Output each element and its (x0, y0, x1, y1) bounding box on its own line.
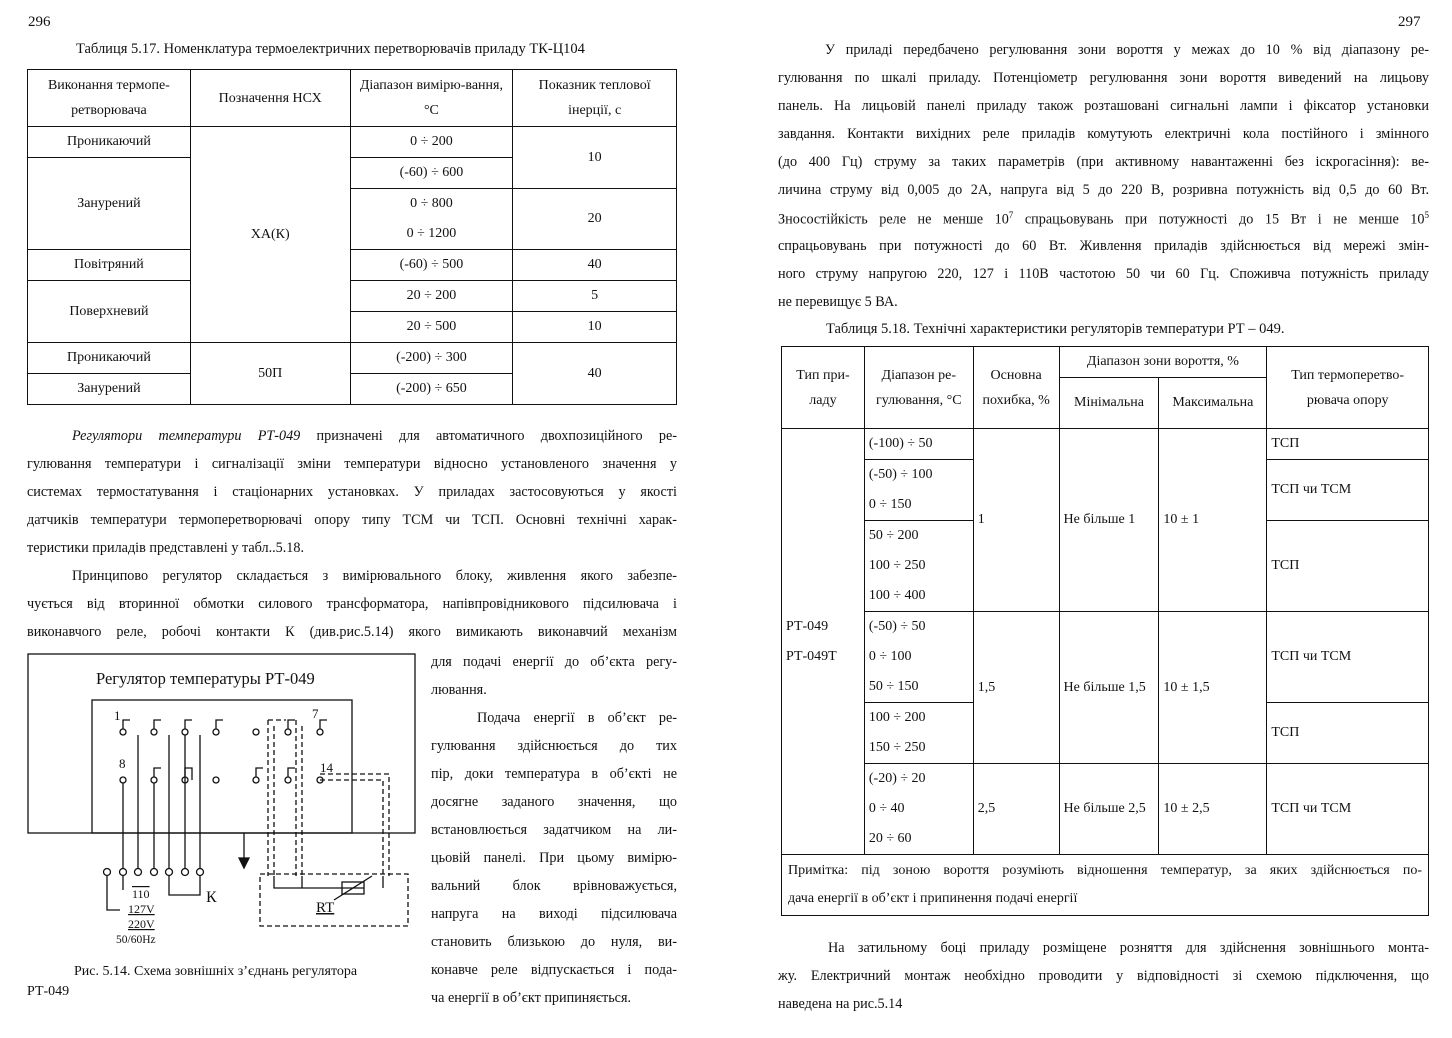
diagram-title: Регулятор температуры РТ-049 (96, 669, 315, 688)
table-cell: 0 ÷ 150 (864, 490, 973, 521)
table-cell: 1,5 (973, 612, 1059, 764)
table-cell: 10 (513, 127, 677, 189)
table-cell: (-200) ÷ 300 (350, 343, 513, 374)
table-cell: ТСП (1267, 521, 1429, 612)
paragraph-line: жу. Електричний монтаж необхідно проводити у відповідності зі схемою підключення, що (778, 968, 1429, 984)
table-cell: ХА(К) (190, 127, 350, 343)
table-row (782, 429, 1429, 460)
table-cell: 100 ÷ 400 (864, 581, 973, 612)
paragraph-line: гулювання температури і сигналізації зміни температури відносно установленого значення у (27, 456, 677, 472)
table-cell: Поверхневий (28, 281, 191, 343)
terminal-label-8: 8 (119, 756, 126, 771)
page-number-right: 297 (1398, 14, 1421, 30)
contact-label-k: К (206, 889, 217, 906)
table-row (782, 612, 1429, 643)
table-header-row (28, 70, 677, 127)
paragraph-line: чується від вторинної обмотки силового трансформатора, напівпровідникового підсилювача і (27, 596, 677, 612)
header-cell: Мінімальна (1059, 378, 1159, 429)
paragraph-line (72, 428, 677, 445)
table-row (28, 281, 677, 312)
paragraph-line: спрацьовувань при потужності до 60 Вт. Живлення приладів здійснюється від мережі змін- (778, 238, 1429, 254)
paragraph-line: панель. На лицьовій панелі приладу також розташовані сигнальні лампи і фіксатор установки (778, 98, 1429, 114)
table-cell: (-60) ÷ 600 (350, 158, 513, 189)
paragraph-line: виконавчого реле, робочі контакти К (див.рис.5.14) якого вимикають виконавчий механізм (27, 624, 677, 640)
table-cell: 2,5 (973, 764, 1059, 855)
table-cell: (-60) ÷ 500 (350, 250, 513, 281)
paragraph-line: цьовій панелі. При цьому вимірю- (431, 850, 677, 866)
text-span: спрацьовувань при потужності до 15 Вт і не менше 10 (1013, 211, 1425, 228)
table-cell: 50 ÷ 200 (864, 521, 973, 552)
table-cell: Проникаючий (28, 127, 191, 158)
table-note-row (782, 855, 1429, 916)
table-cell: Не більше 1 (1059, 429, 1159, 612)
sensor-label-rt: RT (316, 900, 335, 916)
paragraph-line: гулювання здійснюється до тих (431, 738, 677, 754)
page-number-left: 296 (28, 14, 51, 30)
superscript: 5 (1424, 210, 1429, 220)
table-cell: 20 ÷ 200 (350, 281, 513, 312)
table-cell: 20 (513, 189, 677, 250)
superscript: 7 (1008, 210, 1014, 220)
table-cell: 5 (513, 281, 677, 312)
table-cell: Занурений (28, 158, 191, 250)
table-5-17 (27, 69, 677, 405)
table-cell: 40 (513, 250, 677, 281)
paragraph-line: На затильному боці приладу розміщене розняття для здійснення зовнішнього монта- (828, 940, 1429, 956)
header-cell: Виконання термопе-ретворювача (28, 70, 191, 127)
table-cell: ТСП (1267, 429, 1429, 460)
paragraph-line (778, 210, 1429, 229)
paragraph-line: становить близькою до нуля, ви- (431, 934, 677, 950)
header-cell: Позначення НСХ (190, 70, 350, 127)
table-cell: 40 (513, 343, 677, 405)
paragraph-line: досягне заданого значення, що (431, 794, 677, 810)
table-cell: 20 ÷ 500 (350, 312, 513, 343)
terminal-label-7: 7 (312, 706, 319, 721)
text-span: Зносостійкість реле не менше 10 (778, 211, 1009, 228)
paragraph-line: ного струму напругою 220, 127 і 110В частотою 50 чи 60 Гц. Споживча потужність приладу (778, 266, 1429, 282)
table-cell: 10 (513, 312, 677, 343)
table-5-18-caption: Таблиця 5.18. Технічні характеристики регуляторів температури РТ – 049. (826, 321, 1285, 337)
header-cell: Основна похибка, % (973, 347, 1059, 429)
table-cell: (-100) ÷ 50 (864, 429, 973, 460)
terminal-label-1: 1 (114, 708, 121, 723)
table-cell: 1 (973, 429, 1059, 612)
table-cell: 0 ÷ 40 (864, 794, 973, 824)
table-cell: (-200) ÷ 650 (350, 374, 513, 405)
paragraph-line: конавче реле відпускається і пода- (431, 962, 677, 978)
table-cell: 0 ÷ 800 (350, 189, 513, 220)
table-cell: (-50) ÷ 50 (864, 612, 973, 643)
header-cell: Тип при-ладу (782, 347, 865, 429)
table-cell: ТСП чи ТСМ (1267, 460, 1429, 521)
table-row (782, 764, 1429, 795)
paragraph-line: завдання. Контакти вихідних реле приладів комутують електричні кола постійного і змінного (778, 126, 1429, 142)
paragraph-line: вальний блок врівноважується, (431, 878, 677, 894)
table-cell: 0 ÷ 1200 (350, 219, 513, 250)
paragraph-line: датчиків температури термоперетворювачі опору типу ТСМ чи ТСП. Основні технічні харак- (27, 512, 677, 528)
table-cell: 10 ± 1 (1159, 429, 1267, 612)
frequency-label: 50/60Hz (116, 934, 156, 946)
table-cell: 0 ÷ 100 (864, 642, 973, 672)
table-cell: 0 ÷ 200 (350, 127, 513, 158)
table-cell: 10 ± 2,5 (1159, 764, 1267, 855)
voltage-110: 110 (132, 887, 150, 901)
table-cell: Занурений (28, 374, 191, 405)
voltage-220: 220V (128, 917, 155, 931)
table-cell: 20 ÷ 60 (864, 824, 973, 855)
table-note (782, 855, 1429, 916)
paragraph-line: теристики приладів представлені у табл..5.18. (27, 540, 305, 556)
wiring-diagram (24, 650, 424, 960)
paragraph-line: встановлюється задатчиком на ли- (431, 822, 677, 838)
text-span: призначені для автоматичного двохпозиційного ре- (300, 428, 677, 444)
device-name: РТ-049 (786, 618, 829, 634)
header-cell: Тип термоперетво-рювача опору (1267, 347, 1429, 429)
table-row (28, 250, 677, 281)
paragraph-line: наведена на рис.5.14 (778, 996, 903, 1012)
table-5-17-caption: Таблиця 5.17. Номенклатура термоелектричних перетворювачів приладу ТК-Ц104 (76, 41, 585, 57)
note-line: дача енергії в об’єкт і припинення подачі енергії (788, 891, 1078, 906)
note-line: Примітка: під зоною вороття розуміють відношення температур, за яких здійснюється по- (788, 863, 1422, 878)
table-row (28, 343, 677, 374)
table-row (28, 127, 677, 158)
table-cell: 150 ÷ 250 (864, 733, 973, 764)
table-cell: (-50) ÷ 100 (864, 460, 973, 491)
paragraph-line: (до 400 Гц) струму за таких параметрів (при активному навантаженні без іскрогасіння): ве- (778, 154, 1429, 170)
table-cell: 100 ÷ 250 (864, 551, 973, 581)
header-cell: Діапазон ре-гулювання, °С (864, 347, 973, 429)
table-cell: ТСП (1267, 703, 1429, 764)
paragraph-line: напруга на виході підсилювача (431, 906, 677, 922)
table-cell: Проникаючий (28, 343, 191, 374)
table-cell: 50 ÷ 150 (864, 672, 973, 703)
table-cell: 10 ± 1,5 (1159, 612, 1267, 764)
paragraph-line: не перевищує 5 ВА. (778, 294, 898, 310)
table-cell: ТСП чи ТСМ (1267, 764, 1429, 855)
italic-term: Регулятори температури РТ-049 (72, 428, 301, 444)
device-name: РТ-049Т (786, 648, 837, 664)
paragraph-line: У приладі передбачено регулювання зони вороття у межах до 10 % від діапазону ре- (825, 42, 1429, 58)
table-cell: Не більше 2,5 (1059, 764, 1159, 855)
header-cell: Максимальна (1159, 378, 1267, 429)
paragraph-line: личина струму від 0,005 до 2А, напруга від 5 до 220 В, розривна потужність від 0,5 до 60 Вт. (778, 182, 1429, 198)
paragraph-line: системах термостатування і стаціонарних установках. У приладах застосовуються у якості (27, 484, 677, 500)
header-cell: Діапазон вимірю-вання, °С (350, 70, 513, 127)
paragraph-line: для подачі енергії до об’єкта регу- (431, 654, 677, 670)
table-header-row (782, 347, 1429, 378)
header-cell: Показник теплової інерції, с (513, 70, 677, 127)
table-cell: 100 ÷ 200 (864, 703, 973, 734)
paragraph-line: Принципово регулятор складається з вимірювального блоку, живлення якого забезпе- (72, 568, 677, 584)
device-cell (782, 429, 865, 855)
paragraph-line: ча енергії в об’єкт припиняється. (431, 990, 632, 1006)
header-cell: Діапазон зони вороття, % (1059, 347, 1267, 378)
table-cell: 50П (190, 343, 350, 405)
table-cell: Повітряний (28, 250, 191, 281)
figure-caption-cont: РТ-049 (27, 984, 70, 999)
terminal-label-14: 14 (320, 760, 333, 775)
figure-caption: Рис. 5.14. Схема зовнішніх з’єднань регулятора (74, 964, 358, 979)
voltage-127: 127V (128, 902, 155, 916)
table-cell: ТСП чи ТСМ (1267, 612, 1429, 703)
table-5-18 (781, 346, 1429, 916)
table-cell: (-20) ÷ 20 (864, 764, 973, 795)
paragraph-line: пір, доки температура в об’єкті не (431, 766, 677, 782)
paragraph-line: гулювання по шкалі приладу. Потенціометр регулювання зони вороття виведений на лицьову (778, 70, 1429, 86)
table-cell: Не більше 1,5 (1059, 612, 1159, 764)
paragraph-line: Подача енергії в об’єкт ре- (477, 710, 677, 726)
paragraph-line: лювання. (431, 682, 487, 698)
